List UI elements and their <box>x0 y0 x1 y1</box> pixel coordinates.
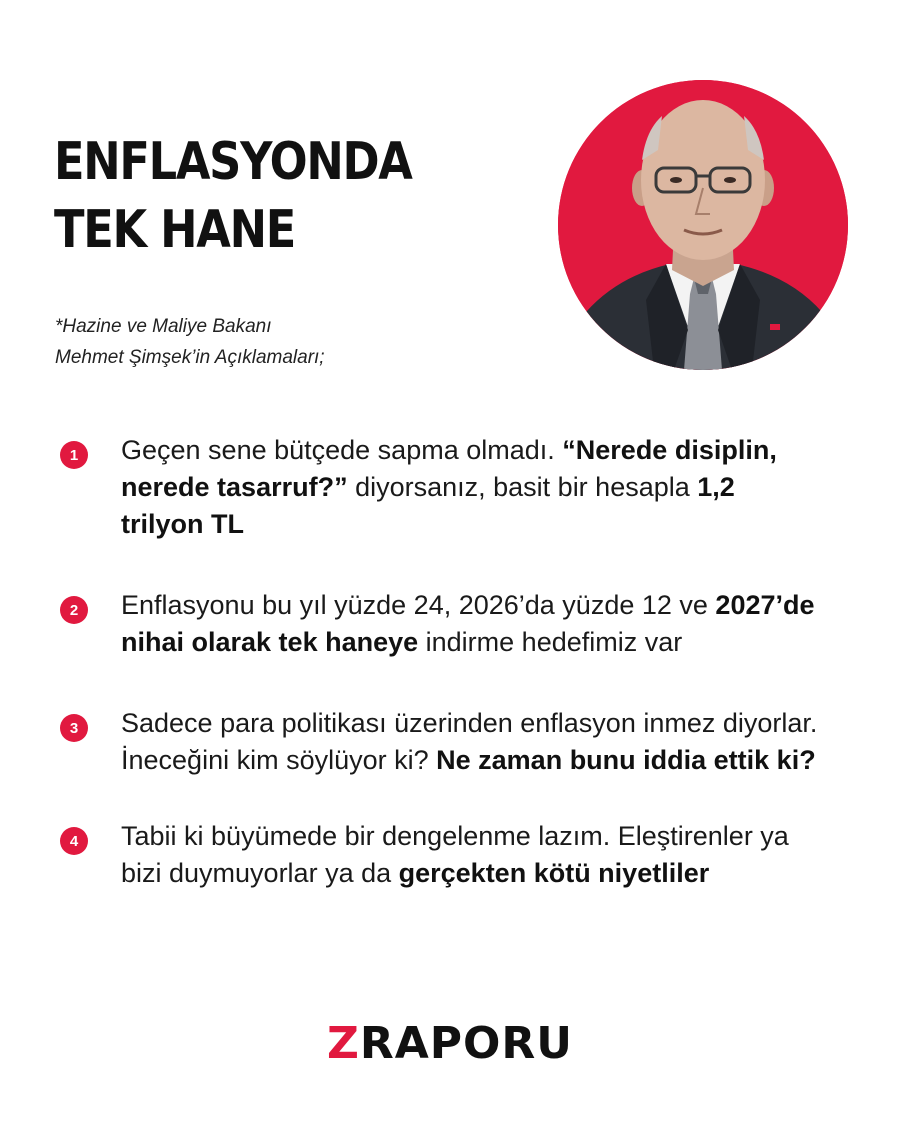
brand-logo <box>0 1018 900 1069</box>
logo-text: RAPORU <box>359 1018 574 1069</box>
text-part: Sadece para politikası üzerinden enflasyon inmez diyorlar. İneceğini kim söylüyor ki? <box>121 708 818 775</box>
text-part: diyorsanız, basit bir hesapla <box>347 472 698 502</box>
portrait-photo <box>558 80 848 370</box>
text-part: Enflasyonu bu yıl yüzde 24, 2026’da yüzde 12 ve <box>121 590 716 620</box>
subtitle-line-1: *Hazine ve Maliye Bakanı <box>55 316 272 337</box>
text-part: Geçen sene bütçede sapma olmadı. <box>121 435 563 465</box>
list-item <box>60 587 860 661</box>
bold-text-part: gerçekten kötü niyetliler <box>398 858 710 888</box>
list-item <box>60 818 860 892</box>
headline-line-1: ENFLASYONDA <box>54 132 412 192</box>
statement-text <box>121 587 821 661</box>
number-badge: 2 <box>60 596 88 624</box>
statement-text <box>121 432 821 543</box>
text-part: indirme hedefimiz var <box>418 627 683 657</box>
bold-text-part: 2027’de nihai olarak tek haneye <box>121 590 815 657</box>
number-badge: 4 <box>60 827 88 855</box>
headline <box>54 128 412 264</box>
list-item <box>60 432 860 543</box>
bold-text-part: 1,2 trilyon TL <box>121 472 735 539</box>
headline-line-2: TEK HANE <box>54 200 295 260</box>
bold-text-part: “Nerede disiplin, nerede tasarruf?” <box>121 435 777 502</box>
text-part: Tabii ki büyümede bir dengelenme lazım. Eleştirenler ya bizi duymuyorlar ya da <box>121 821 789 888</box>
bold-text-part: Ne zaman bunu iddia ettik ki? <box>436 745 816 775</box>
subtitle-line-2: Mehmet Şimşek’in Açıklamaları; <box>55 347 325 368</box>
statement-list <box>60 432 860 892</box>
statement-text <box>121 818 821 892</box>
person-portrait-icon <box>558 80 848 370</box>
logo-z: Z <box>326 1018 360 1069</box>
statement-text <box>121 705 821 779</box>
subtitle <box>55 311 325 373</box>
number-badge: 3 <box>60 714 88 742</box>
number-badge: 1 <box>60 441 88 469</box>
list-item <box>60 705 860 779</box>
